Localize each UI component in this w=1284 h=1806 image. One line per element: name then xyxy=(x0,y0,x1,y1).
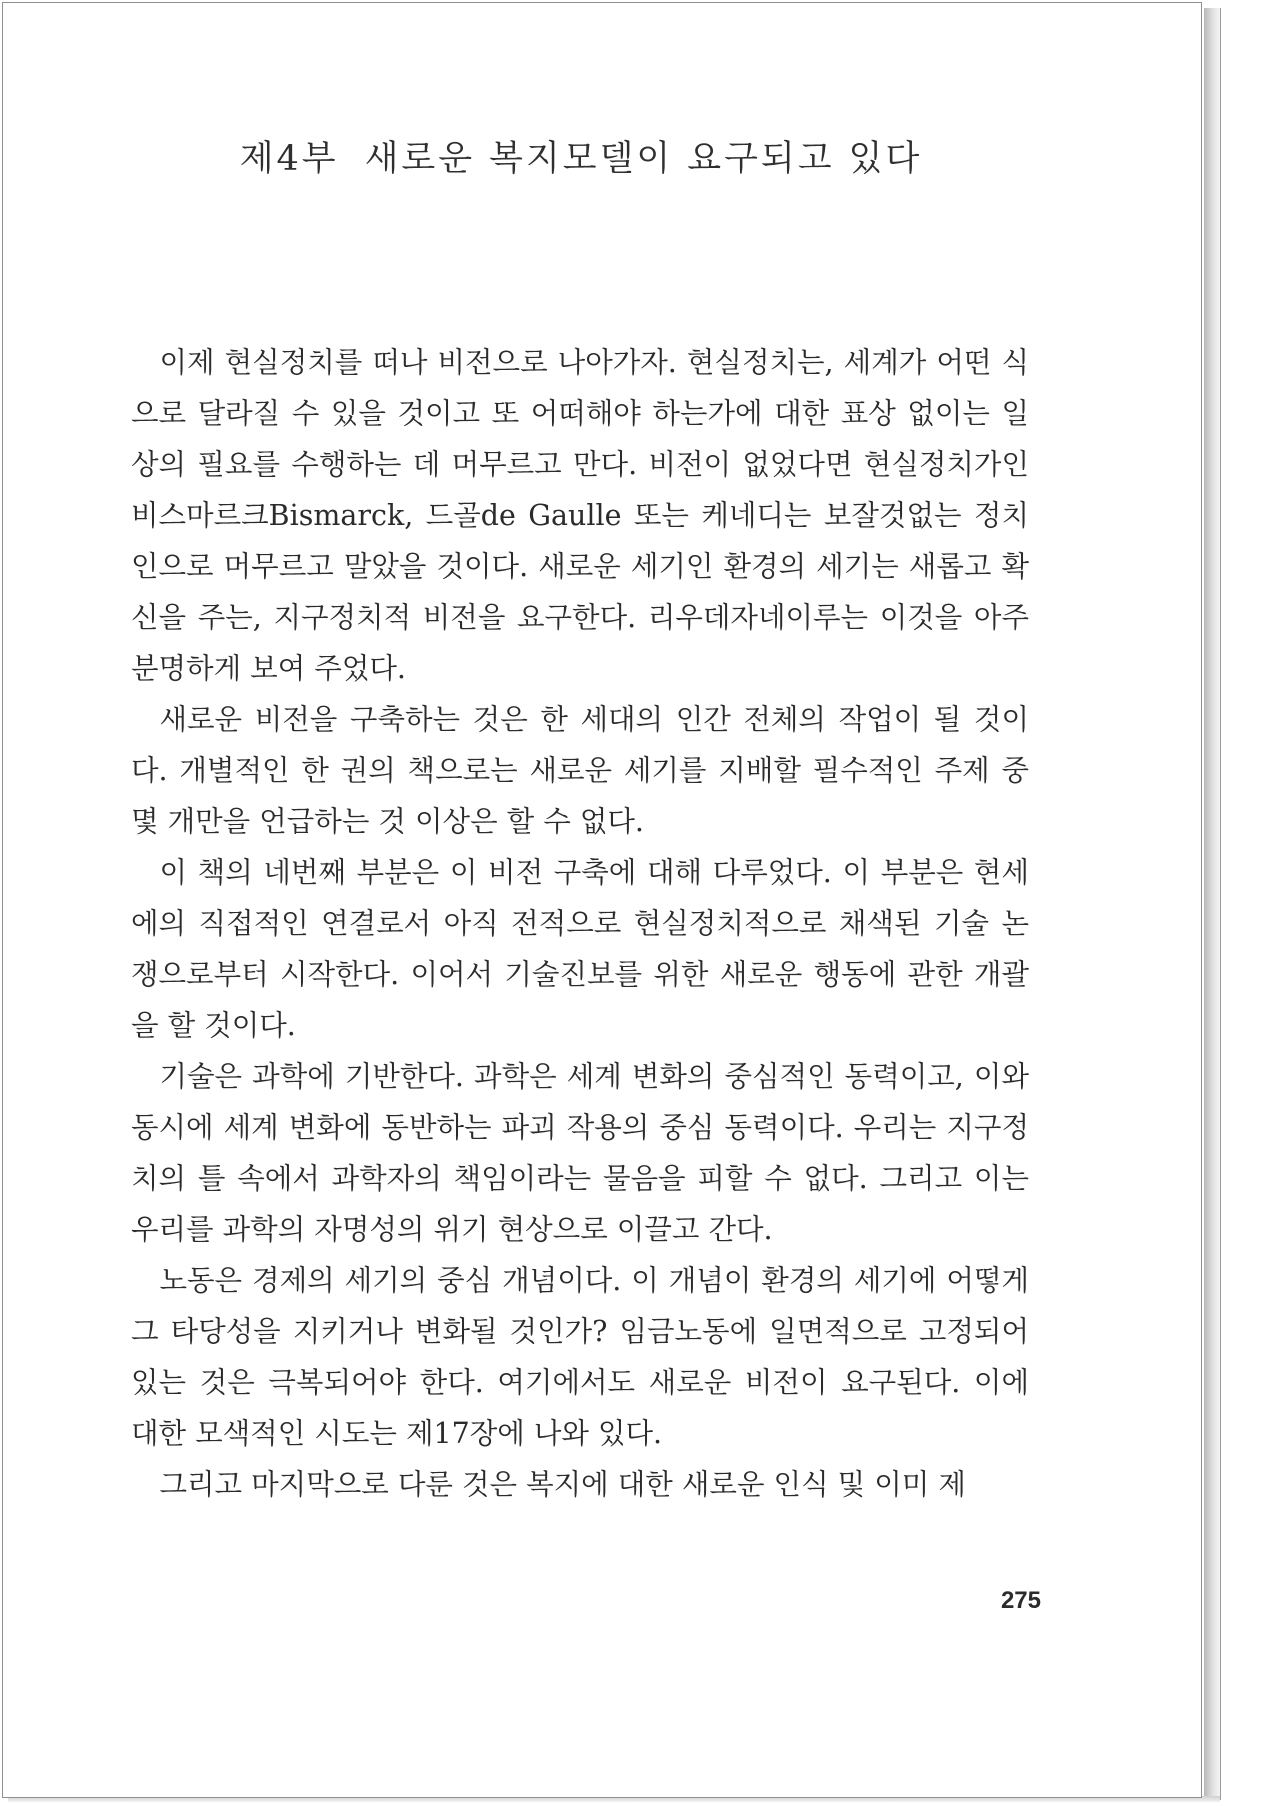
paragraph-2: 새로운 비전을 구축하는 것은 한 세대의 인간 전체의 작업이 될 것이다. 개별적인 한 권의 책으로는 새로운 세기를 지배할 필수적인 주제 중 몇 개만을 언급하는 것 이상은 할 수 없다. xyxy=(131,703,1029,838)
paragraph-6: 그리고 마지막으로 다룬 것은 복지에 대한 새로운 인식 및 이미 제 xyxy=(159,1468,966,1501)
page-number: 275 xyxy=(1000,1587,1041,1614)
paragraph-3: 이 책의 네번째 부분은 이 비전 구축에 대해 다루었다. 이 부분은 현세에의 직접적인 연결로서 아직 전적으로 현실정치적으로 채색된 기술 논쟁으로부터 시작한다. 이어서 기술진보를 위한 새로운 행동에 관한 개괄을 할 것이다. xyxy=(131,856,1029,1042)
part-title: 새로운 복지모델이 요구되고 있다 xyxy=(364,139,923,179)
paragraph-5: 노동은 경제의 세기의 중심 개념이다. 이 개념이 환경의 세기에 어떻게 그 타당성을 지키거나 변화될 것인가? 임금노동에 일면적으로 고정되어 있는 것은 극복되어야 한다. 여기에서도 새로운 비전이 요구된다. 이에 대한 모색적인 시도는 제17장에 나와 있다. xyxy=(131,1264,1029,1450)
page-edge-shadow xyxy=(1204,8,1221,1800)
running-header xyxy=(3,131,1159,181)
paragraph-4: 기술은 과학에 기반한다. 과학은 세계 변화의 중심적인 동력이고, 이와 동시에 세계 변화에 동반하는 파괴 작용의 중심 동력이다. 우리는 지구정치의 틀 속에서 과학자의 책임이라는 물음을 피할 수 없다. 그리고 이는 우리를 과학의 자명성의 위기 현상으로 이끌고 간다. xyxy=(131,1060,1029,1246)
paragraph-1: 이제 현실정치를 떠나 비전으로 나아가자. 현실정치는, 세계가 어떤 식으로 달라질 수 있을 것이고 또 어떠해야 하는가에 대한 표상 없이는 일상의 필요를 수행하는 데 머무르고 만다. 비전이 없었다면 현실정치가인 비스마르크Bismarck, 드골de Gaulle 또는 케네디는 보잘것없는 정치인으로 머무르고 말았을 것이다. 새로운 세기인 환경의 세기는 새롭고 확신을 주는, 지구정치적 비전을 요구한다. 리우데자네이루는 이것을 아주 분명하게 보여 주었다. xyxy=(131,346,1029,685)
body-text xyxy=(131,337,1029,1510)
part-number: 제4부 xyxy=(239,139,339,179)
book-page xyxy=(2,2,1202,1798)
